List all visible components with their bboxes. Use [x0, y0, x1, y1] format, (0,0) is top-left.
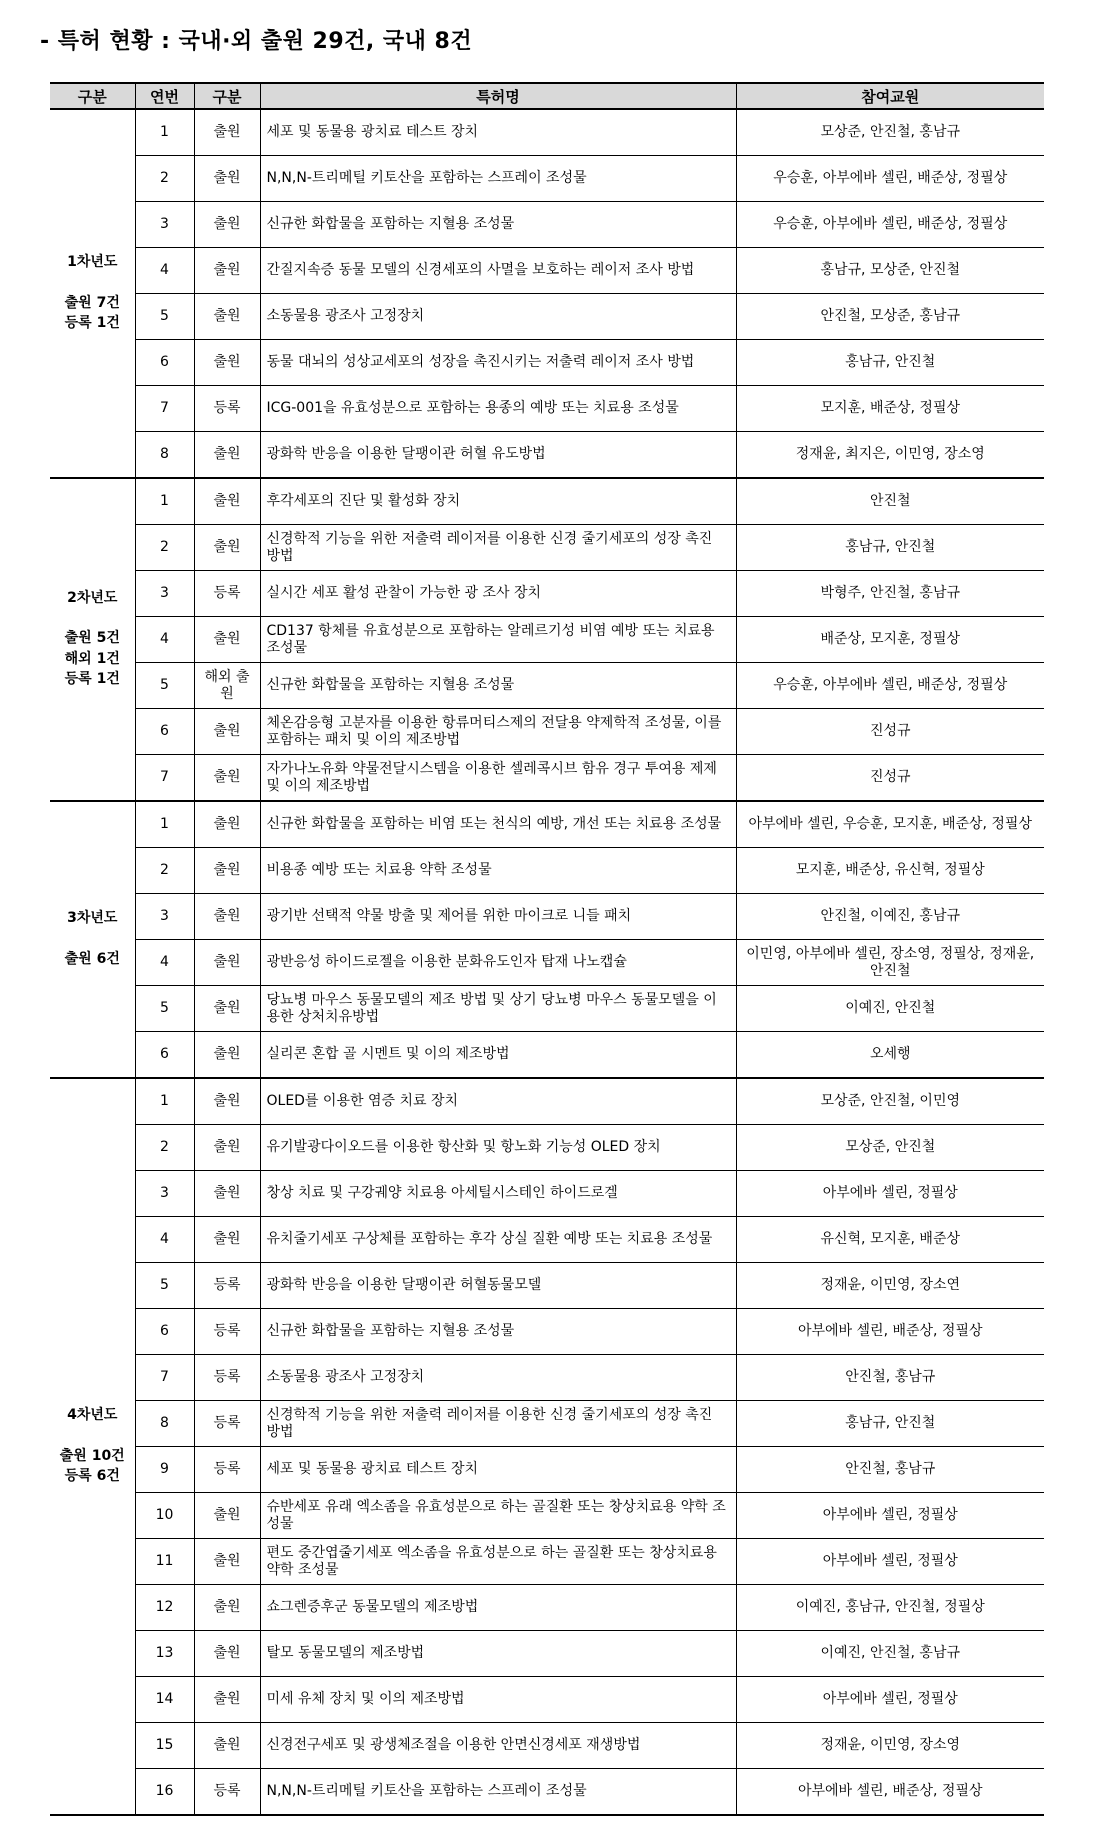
participating-professors: 이민영, 아부에바 셀린, 장소영, 정필상, 정재윤, 안진철 — [736, 940, 1044, 986]
row-number: 7 — [135, 386, 194, 432]
participating-professors: 아부에바 셀린, 정필상 — [736, 1677, 1044, 1723]
row-type: 출원 — [194, 709, 260, 755]
row-type: 출원 — [194, 1125, 260, 1171]
participating-professors: 진성규 — [736, 709, 1044, 755]
participating-professors: 아부에바 셀린, 정필상 — [736, 1493, 1044, 1539]
patent-name: 탈모 동물모델의 제조방법 — [260, 1631, 736, 1677]
table-row — [50, 1032, 1044, 1079]
table-row — [50, 986, 1044, 1032]
participating-professors: 배준상, 모지훈, 정필상 — [736, 617, 1044, 663]
patent-name: 동물 대뇌의 성상교세포의 성장을 촉진시키는 저출력 레이저 조사 방법 — [260, 340, 736, 386]
year-label: 2차년도 — [67, 589, 118, 606]
header-number: 연번 — [135, 83, 194, 109]
participating-professors: 안진철, 홍남규 — [736, 1447, 1044, 1493]
patent-name: 편도 중간엽줄기세포 엑소좀을 유효성분으로 하는 골질환 또는 창상치료용 약학 조성물 — [260, 1539, 736, 1585]
row-type: 해외 출원 — [194, 663, 260, 709]
table-row — [50, 709, 1044, 755]
row-number: 1 — [135, 109, 194, 156]
participating-professors: 아부에바 셀린, 배준상, 정필상 — [736, 1769, 1044, 1816]
patent-name: 창상 치료 및 구강궤양 치료용 아세틸시스테인 하이드로겔 — [260, 1171, 736, 1217]
row-type: 등록 — [194, 1263, 260, 1309]
table-row — [50, 1263, 1044, 1309]
row-type: 출원 — [194, 1723, 260, 1769]
patent-name: 실시간 세포 활성 관찰이 가능한 광 조사 장치 — [260, 571, 736, 617]
row-number: 2 — [135, 1125, 194, 1171]
participating-professors: 우승훈, 아부에바 셀린, 배준상, 정필상 — [736, 663, 1044, 709]
participating-professors: 홍남규, 모상준, 안진철 — [736, 248, 1044, 294]
row-type: 출원 — [194, 202, 260, 248]
header-patent-name: 특허명 — [260, 83, 736, 109]
row-type: 출원 — [194, 1493, 260, 1539]
patent-name: ICG-001을 유효성분으로 포함하는 용종의 예방 또는 치료용 조성물 — [260, 386, 736, 432]
row-number: 14 — [135, 1677, 194, 1723]
participating-professors: 모상준, 안진철 — [736, 1125, 1044, 1171]
row-number: 16 — [135, 1769, 194, 1816]
participating-professors: 홍남규, 안진철 — [736, 340, 1044, 386]
table-row — [50, 1355, 1044, 1401]
patent-name: CD137 항체를 유효성분으로 포함하는 알레르기성 비염 예방 또는 치료용 조성물 — [260, 617, 736, 663]
patent-name: OLED를 이용한 염증 치료 장치 — [260, 1078, 736, 1125]
participating-professors: 이예진, 안진철, 홍남규 — [736, 1631, 1044, 1677]
row-number: 7 — [135, 755, 194, 802]
patent-name: 세포 및 동물용 광치료 테스트 장치 — [260, 1447, 736, 1493]
row-type: 등록 — [194, 1769, 260, 1816]
patent-name: 광기반 선택적 약물 방출 및 제어를 위한 마이크로 니들 패치 — [260, 894, 736, 940]
row-type: 출원 — [194, 1171, 260, 1217]
row-number: 1 — [135, 1078, 194, 1125]
patent-name: 세포 및 동물용 광치료 테스트 장치 — [260, 109, 736, 156]
table-row — [50, 755, 1044, 802]
table-row — [50, 340, 1044, 386]
table-row — [50, 1631, 1044, 1677]
participating-professors: 우승훈, 아부에바 셀린, 배준상, 정필상 — [736, 156, 1044, 202]
row-number: 4 — [135, 248, 194, 294]
row-type: 출원 — [194, 525, 260, 571]
row-number: 4 — [135, 617, 194, 663]
patent-name: 체온감응형 고분자를 이용한 항류머티스제의 전달용 약제학적 조성물, 이를 포함하는 패치 및 이의 제조방법 — [260, 709, 736, 755]
row-type: 출원 — [194, 1539, 260, 1585]
year-group-cell — [50, 801, 135, 1078]
row-type: 출원 — [194, 156, 260, 202]
patent-name: 실리콘 혼합 골 시멘트 및 이의 제조방법 — [260, 1032, 736, 1079]
participating-professors: 오세행 — [736, 1032, 1044, 1079]
row-type: 출원 — [194, 894, 260, 940]
row-number: 3 — [135, 1171, 194, 1217]
participating-professors: 홍남규, 안진철 — [736, 525, 1044, 571]
row-number: 3 — [135, 202, 194, 248]
participating-professors: 이예진, 안진철 — [736, 986, 1044, 1032]
patent-name: 신경학적 기능을 위한 저출력 레이저를 이용한 신경 줄기세포의 성장 촉진 방법 — [260, 525, 736, 571]
row-number: 11 — [135, 1539, 194, 1585]
row-type: 등록 — [194, 1309, 260, 1355]
participating-professors: 안진철, 이예진, 홍남규 — [736, 894, 1044, 940]
row-number: 15 — [135, 1723, 194, 1769]
patent-name: N,N,N-트리메틸 키토산을 포함하는 스프레이 조성물 — [260, 1769, 736, 1816]
year-summary-line: 출원 10건 — [59, 1447, 125, 1464]
row-type: 출원 — [194, 478, 260, 525]
row-type: 등록 — [194, 571, 260, 617]
patent-name: 소동물용 광조사 고정장치 — [260, 294, 736, 340]
row-number: 6 — [135, 340, 194, 386]
table-row — [50, 478, 1044, 525]
row-number: 5 — [135, 663, 194, 709]
header-type: 구분 — [194, 83, 260, 109]
patent-name: 쇼그렌증후군 동물모델의 제조방법 — [260, 1585, 736, 1631]
patent-name: 유기발광다이오드를 이용한 항산화 및 항노화 기능성 OLED 장치 — [260, 1125, 736, 1171]
patent-name: N,N,N-트리메틸 키토산을 포함하는 스프레이 조성물 — [260, 156, 736, 202]
participating-professors: 홍남규, 안진철 — [736, 1401, 1044, 1447]
participating-professors: 정재윤, 이민영, 장소영 — [736, 1723, 1044, 1769]
participating-professors: 안진철 — [736, 478, 1044, 525]
table-row — [50, 571, 1044, 617]
table-body — [50, 109, 1044, 1815]
patent-name: 미세 유체 장치 및 이의 제조방법 — [260, 1677, 736, 1723]
year-group-cell — [50, 1078, 135, 1815]
row-number: 1 — [135, 478, 194, 525]
row-type: 출원 — [194, 1078, 260, 1125]
table-row — [50, 1078, 1044, 1125]
header-group: 구분 — [50, 83, 135, 109]
patent-name: 신규한 화합물을 포함하는 비염 또는 천식의 예방, 개선 또는 치료용 조성물 — [260, 801, 736, 848]
patent-name: 신경학적 기능을 위한 저출력 레이저를 이용한 신경 줄기세포의 성장 촉진 방법 — [260, 1401, 736, 1447]
patent-name: 신규한 화합물을 포함하는 지혈용 조성물 — [260, 663, 736, 709]
participating-professors: 안진철, 모상준, 홍남규 — [736, 294, 1044, 340]
year-summary-line: 등록 1건 — [64, 671, 120, 688]
row-number: 10 — [135, 1493, 194, 1539]
row-number: 8 — [135, 432, 194, 479]
row-number: 7 — [135, 1355, 194, 1401]
row-type: 출원 — [194, 755, 260, 802]
table-row — [50, 386, 1044, 432]
participating-professors: 정재윤, 최지은, 이민영, 장소영 — [736, 432, 1044, 479]
row-type: 등록 — [194, 1355, 260, 1401]
row-type: 출원 — [194, 1585, 260, 1631]
participating-professors: 아부에바 셀린, 정필상 — [736, 1171, 1044, 1217]
year-group-cell — [50, 109, 135, 478]
row-number: 13 — [135, 1631, 194, 1677]
row-number: 5 — [135, 986, 194, 1032]
row-number: 5 — [135, 294, 194, 340]
participating-professors: 모지훈, 배준상, 유신혁, 정필상 — [736, 848, 1044, 894]
table-row — [50, 1401, 1044, 1447]
row-number: 9 — [135, 1447, 194, 1493]
row-type: 출원 — [194, 294, 260, 340]
table-row — [50, 663, 1044, 709]
table-row — [50, 156, 1044, 202]
table-row — [50, 1585, 1044, 1631]
row-type: 출원 — [194, 801, 260, 848]
participating-professors: 유신혁, 모지훈, 배준상 — [736, 1217, 1044, 1263]
year-summary-line: 해외 1건 — [64, 650, 120, 667]
row-number: 6 — [135, 709, 194, 755]
year-group-cell — [50, 478, 135, 801]
year-summary-line: 등록 1건 — [64, 314, 120, 331]
row-type: 등록 — [194, 1401, 260, 1447]
table-row — [50, 248, 1044, 294]
patent-name: 유치줄기세포 구상체를 포함하는 후각 상실 질환 예방 또는 치료용 조성물 — [260, 1217, 736, 1263]
year-summary-line: 등록 6건 — [64, 1467, 120, 1484]
row-type: 출원 — [194, 1032, 260, 1079]
patent-name: 슈반세포 유래 엑소좀을 유효성분으로 하는 골질환 또는 창상치료용 약학 조성물 — [260, 1493, 736, 1539]
participating-professors: 모상준, 안진철, 홍남규 — [736, 109, 1044, 156]
table-row — [50, 294, 1044, 340]
table-row — [50, 1309, 1044, 1355]
table-row — [50, 801, 1044, 848]
row-number: 6 — [135, 1309, 194, 1355]
table-row — [50, 202, 1044, 248]
header-row — [50, 83, 1044, 109]
participating-professors: 모상준, 안진철, 이민영 — [736, 1078, 1044, 1125]
row-type: 출원 — [194, 432, 260, 479]
row-number: 2 — [135, 156, 194, 202]
year-summary-line: 출원 5건 — [64, 630, 120, 647]
header-professors: 참여교원 — [736, 83, 1044, 109]
patent-name: 광반응성 하이드로젤을 이용한 분화유도인자 탑재 나노캡슐 — [260, 940, 736, 986]
patent-name: 신규한 화합물을 포함하는 지혈용 조성물 — [260, 202, 736, 248]
row-number: 2 — [135, 525, 194, 571]
row-type: 등록 — [194, 1447, 260, 1493]
patent-name: 후각세포의 진단 및 활성화 장치 — [260, 478, 736, 525]
participating-professors: 아부에바 셀린, 배준상, 정필상 — [736, 1309, 1044, 1355]
participating-professors: 정재윤, 이민영, 장소연 — [736, 1263, 1044, 1309]
row-number: 6 — [135, 1032, 194, 1079]
row-type: 출원 — [194, 1677, 260, 1723]
patent-name: 간질지속증 동물 모델의 신경세포의 사멸을 보호하는 레이저 조사 방법 — [260, 248, 736, 294]
year-label: 1차년도 — [67, 253, 118, 270]
table-row — [50, 432, 1044, 479]
row-number: 3 — [135, 894, 194, 940]
row-number: 1 — [135, 801, 194, 848]
participating-professors: 아부에바 셀린, 정필상 — [736, 1539, 1044, 1585]
year-summary-line: 출원 6건 — [64, 950, 120, 967]
row-number: 4 — [135, 1217, 194, 1263]
patent-name: 광화학 반응을 이용한 달팽이관 허혈 유도방법 — [260, 432, 736, 479]
row-number: 2 — [135, 848, 194, 894]
row-number: 8 — [135, 1401, 194, 1447]
row-type: 출원 — [194, 986, 260, 1032]
patent-name: 신규한 화합물을 포함하는 지혈용 조성물 — [260, 1309, 736, 1355]
participating-professors: 아부에바 셀린, 우승훈, 모지훈, 배준상, 정필상 — [736, 801, 1044, 848]
row-type: 출원 — [194, 109, 260, 156]
table-header — [50, 83, 1044, 109]
year-label: 4차년도 — [67, 1406, 118, 1423]
row-type: 출원 — [194, 1217, 260, 1263]
participating-professors: 진성규 — [736, 755, 1044, 802]
row-type: 출원 — [194, 248, 260, 294]
patent-name: 당뇨병 마우스 동물모델의 제조 방법 및 상기 당뇨병 마우스 동물모델을 이용한 상처치유방법 — [260, 986, 736, 1032]
participating-professors: 안진철, 홍남규 — [736, 1355, 1044, 1401]
participating-professors: 이예진, 홍남규, 안진철, 정필상 — [736, 1585, 1044, 1631]
patent-name: 비용종 예방 또는 치료용 약학 조성물 — [260, 848, 736, 894]
year-label: 3차년도 — [67, 909, 118, 926]
row-type: 출원 — [194, 940, 260, 986]
row-type: 출원 — [194, 848, 260, 894]
year-summary-line: 출원 7건 — [64, 294, 120, 311]
table-row — [50, 940, 1044, 986]
row-number: 4 — [135, 940, 194, 986]
row-number: 3 — [135, 571, 194, 617]
table-row — [50, 1769, 1044, 1816]
patent-table — [50, 82, 1044, 1816]
row-type: 등록 — [194, 386, 260, 432]
table-row — [50, 1217, 1044, 1263]
participating-professors: 모지훈, 배준상, 정필상 — [736, 386, 1044, 432]
participating-professors: 박형주, 안진철, 홍남규 — [736, 571, 1044, 617]
row-number: 5 — [135, 1263, 194, 1309]
row-type: 출원 — [194, 340, 260, 386]
patent-name: 자가나노유화 약물전달시스템을 이용한 셀레콕시브 함유 경구 투여용 제제 및 이의 제조방법 — [260, 755, 736, 802]
table-row — [50, 1723, 1044, 1769]
participating-professors: 우승훈, 아부에바 셀린, 배준상, 정필상 — [736, 202, 1044, 248]
page-title: - 특허 현황 : 국내·외 출원 29건, 국내 8건 — [40, 29, 473, 54]
row-number: 12 — [135, 1585, 194, 1631]
table-row — [50, 1125, 1044, 1171]
row-type: 출원 — [194, 1631, 260, 1677]
table-row — [50, 1677, 1044, 1723]
table-row — [50, 848, 1044, 894]
table-row — [50, 109, 1044, 156]
patent-name: 광화학 반응을 이용한 달팽이관 허혈동물모델 — [260, 1263, 736, 1309]
table-row — [50, 1171, 1044, 1217]
table-row — [50, 1539, 1044, 1585]
table-row — [50, 1493, 1044, 1539]
patent-name: 소동물용 광조사 고정장치 — [260, 1355, 736, 1401]
patent-name: 신경전구세포 및 광생체조절을 이용한 안면신경세포 재생방법 — [260, 1723, 736, 1769]
table-row — [50, 525, 1044, 571]
table-row — [50, 1447, 1044, 1493]
table-row — [50, 894, 1044, 940]
row-type: 출원 — [194, 617, 260, 663]
table-row — [50, 617, 1044, 663]
